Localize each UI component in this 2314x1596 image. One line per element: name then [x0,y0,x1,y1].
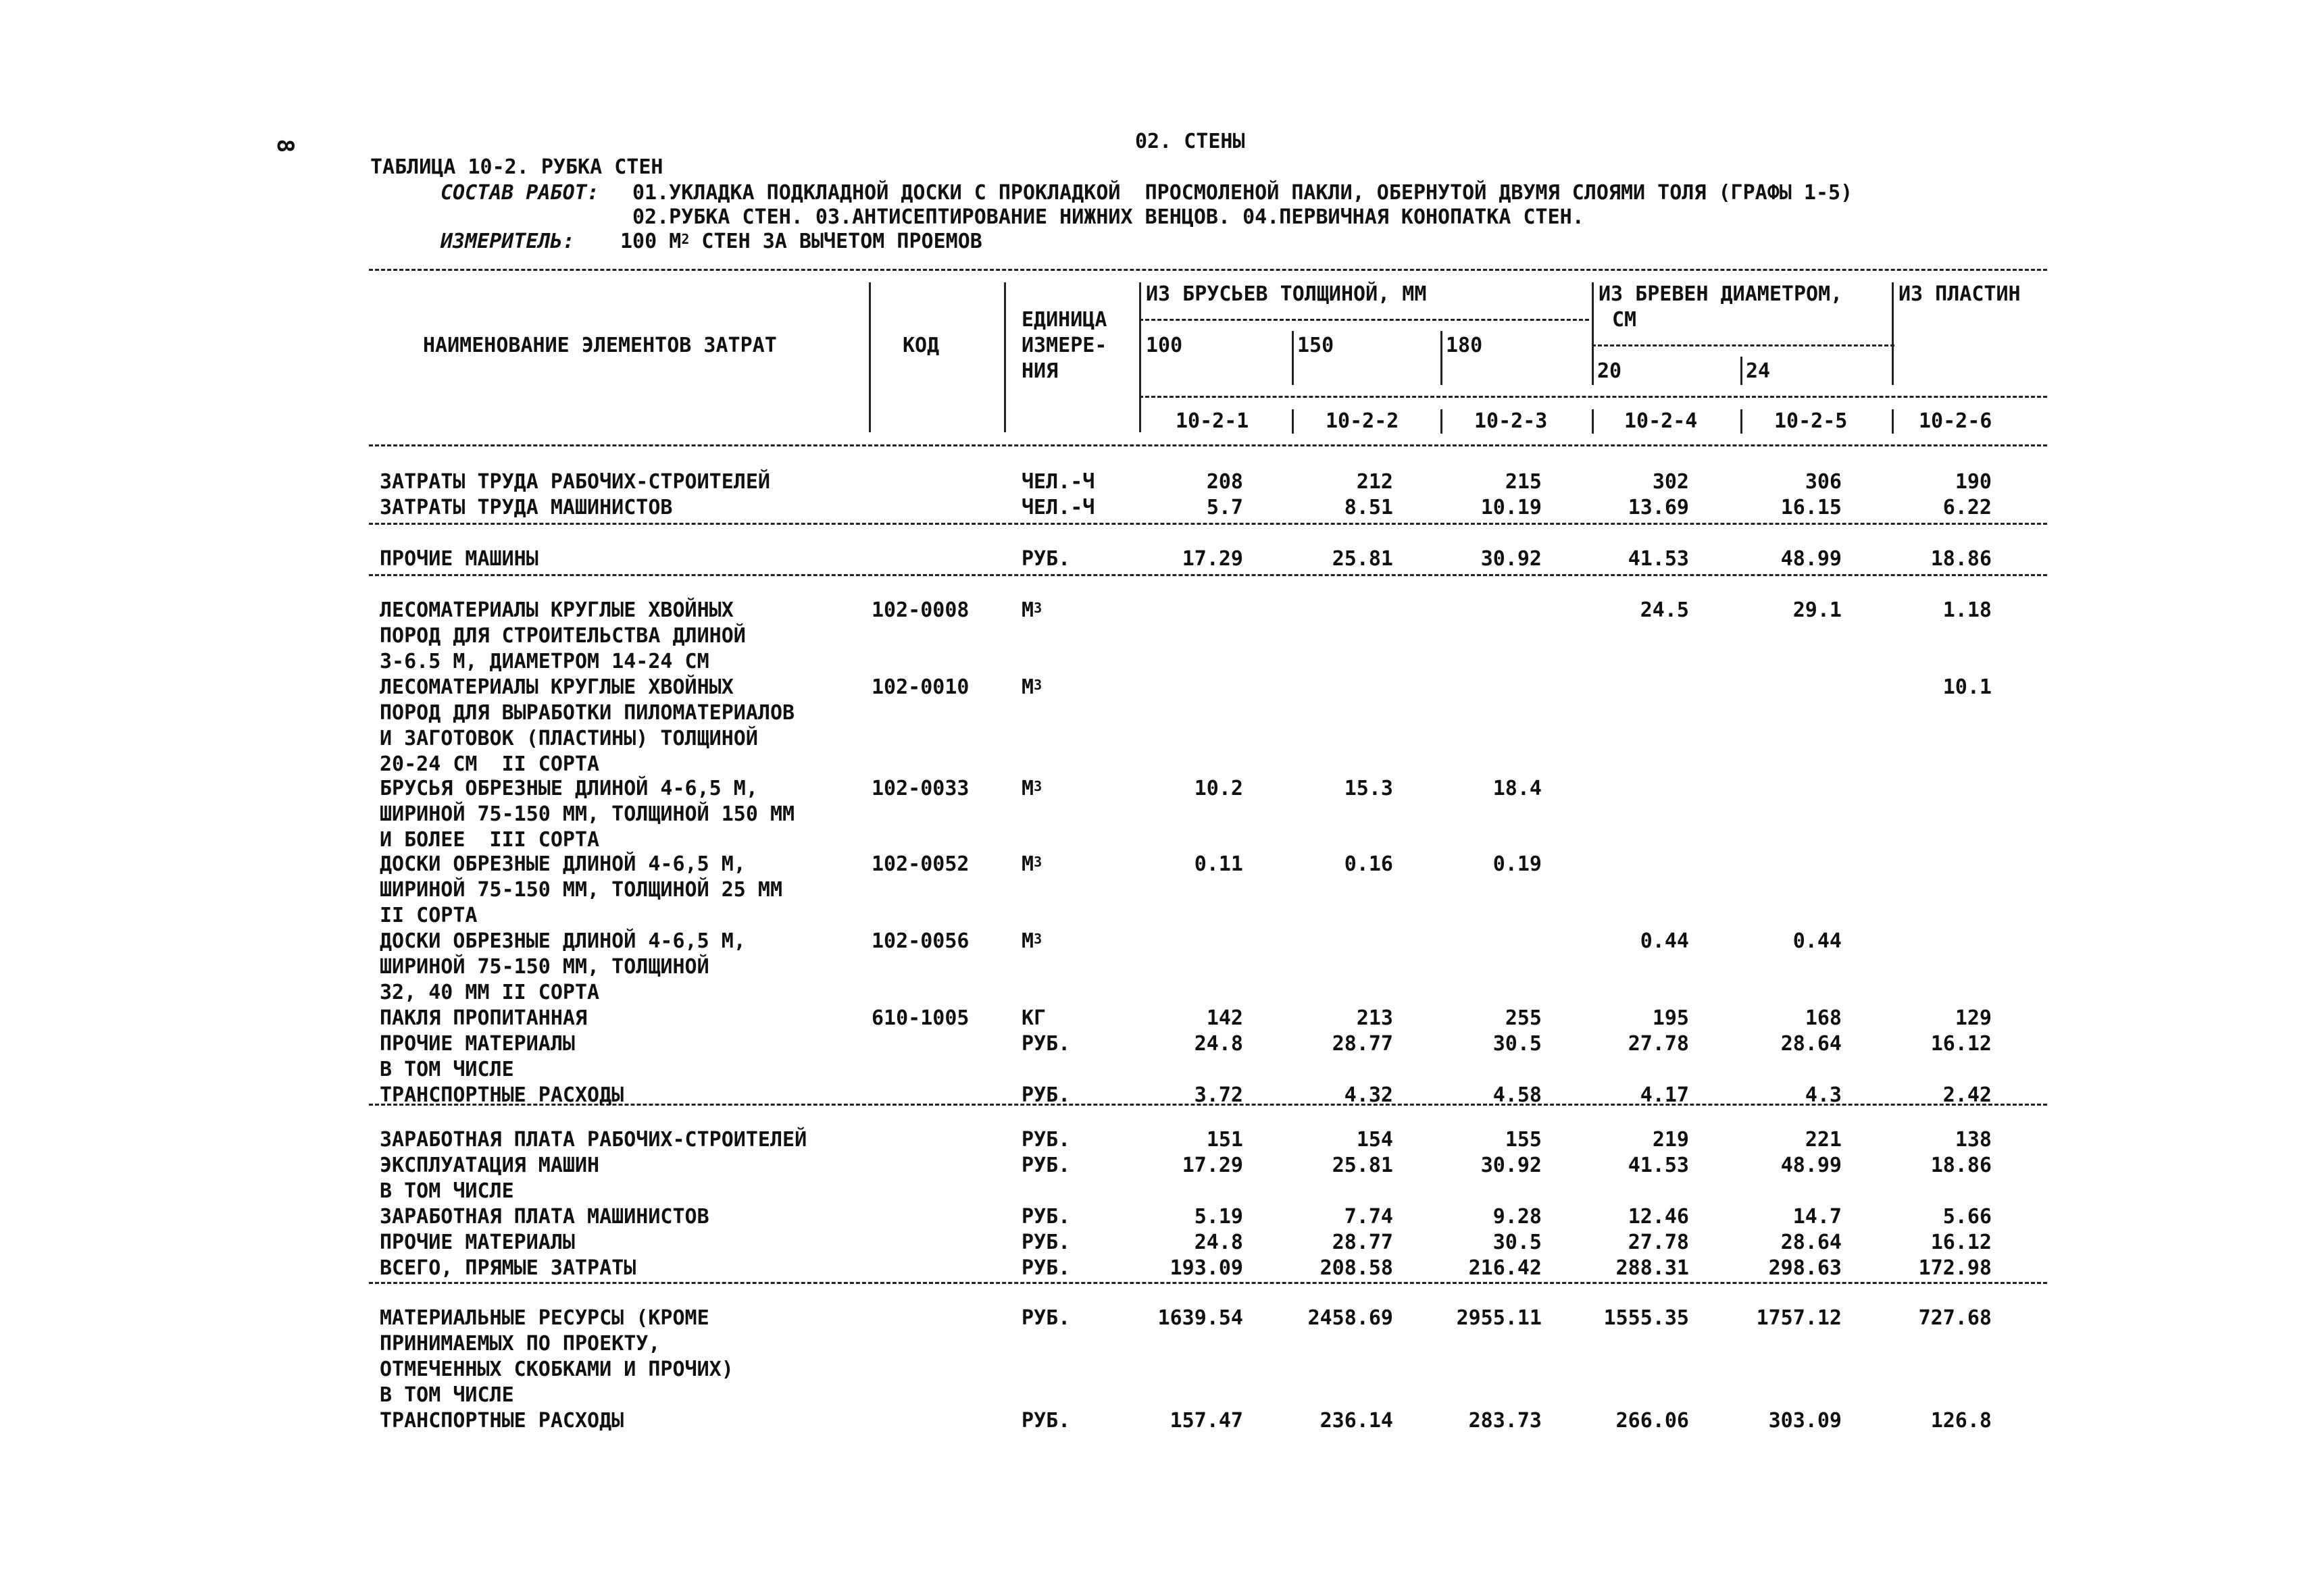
row-value-6: 2.42 [1942,1083,1992,1107]
vsep-unit-beams [1139,282,1141,432]
row-name: ДОСКИ ОБРЕЗНЫЕ ДЛИНОЙ 4-6,5 М, [380,929,746,953]
row-name: В ТОМ ЧИСЛЕ [380,1383,514,1407]
row-value-3: 283.73 [1468,1409,1542,1433]
row-unit: $М^3$ [1022,852,1042,876]
row-name: ЭКСПЛУАТАЦИЯ МАШИН [380,1154,600,1177]
row-name: ЗАТРАТЫ ТРУДА РАБОЧИХ-СТРОИТЕЛЕЙ [380,470,770,494]
header-code: КОД [903,334,940,357]
row-name: ЛЕСОМАТЕРИАЛЫ КРУГЛЫЕ ХВОЙНЫХ [380,598,734,622]
header-l24: 24 [1746,359,1771,383]
row-value-6: 129 [1955,1006,1992,1030]
row-value-3: 30.92 [1480,1154,1542,1177]
row-name: И ЗАГОТОВОК (ПЛАСТИНЫ) ТОЛЩИНОЙ [380,727,758,750]
header-b100: 100 [1146,334,1183,357]
row-value-6: 5.66 [1942,1205,1992,1229]
vsep-plates [1892,282,1894,385]
row-code: 102-0052 [872,852,970,876]
header-unit-1: ЕДИНИЦА [1022,308,1107,332]
row-unit: РУБ. [1022,1083,1071,1107]
header-code-6: 10-2-6 [1919,409,1992,433]
header-code-3: 10-2-3 [1474,409,1548,433]
row-name: II СОРТА [380,904,478,927]
meter-value: 100 М [620,230,682,253]
row-name: И БОЛЕЕ III СОРТА [380,828,600,852]
row-name: 20-24 СМ II СОРТА [380,752,600,776]
row-value-5: 303.09 [1768,1409,1842,1433]
row-value-1: 193.09 [1169,1256,1243,1280]
row-value-3: 2955.11 [1456,1306,1542,1330]
row-unit-sup: 3 [1034,778,1042,794]
row-value-4: 13.69 [1628,496,1689,519]
header-code-4: 10-2-4 [1624,409,1698,433]
row-value-4: 195 [1652,1006,1689,1030]
rule-1 [369,523,2047,525]
row-value-6: 172.98 [1918,1256,1992,1280]
row-unit-sup: 3 [1034,600,1042,616]
row-unit: $М^3$ [1022,929,1042,953]
row-value-1: 151 [1206,1128,1243,1152]
row-value-3: 30.5 [1492,1032,1542,1056]
row-unit: $М^3$ [1022,675,1042,699]
row-value-4: 0.44 [1640,929,1689,953]
row-value-4: 4.17 [1640,1083,1689,1107]
vsep-c6 [1892,409,1894,434]
row-value-5: 298.63 [1768,1256,1842,1280]
meter-label: ИЗМЕРИТЕЛЬ: [441,230,575,253]
row-value-6: 18.86 [1930,1154,1992,1177]
rule-top [369,269,2047,271]
row-value-2: 2458.69 [1307,1306,1393,1330]
row-value-4: 1555.35 [1603,1306,1689,1330]
row-unit: РУБ. [1022,1306,1071,1330]
row-code: 102-0008 [872,598,970,622]
row-value-2: 7.74 [1344,1205,1393,1229]
row-name: ПРОЧИЕ МАТЕРИАЛЫ [380,1032,575,1056]
row-unit: РУБ. [1022,1256,1071,1280]
row-name: ЛЕСОМАТЕРИАЛЫ КРУГЛЫЕ ХВОЙНЫХ [380,675,734,699]
header-code-5: 10-2-5 [1774,409,1848,433]
row-value-4: 266.06 [1615,1409,1689,1433]
row-value-1: 142 [1206,1006,1243,1030]
row-value-4: 27.78 [1628,1231,1689,1254]
row-value-5: 14.7 [1792,1205,1842,1229]
rule-header-bottom [369,444,2047,446]
row-value-1: 5.7 [1206,496,1243,519]
row-name: ЗАТРАТЫ ТРУДА МАШИНИСТОВ [380,496,673,519]
row-unit-sup: 3 [1034,931,1042,947]
meter-rest: СТЕН ЗА ВЫЧЕТОМ ПРОЕМОВ [689,230,982,253]
row-value-6: 126.8 [1930,1409,1992,1433]
header-unit-3: НИЯ [1022,359,1059,383]
row-value-2: 236.14 [1319,1409,1393,1433]
table-title: ТАБЛИЦА 10-2. РУБКА СТЕН [370,155,663,179]
row-code: 102-0056 [872,929,970,953]
row-value-3: 9.28 [1492,1205,1542,1229]
row-value-2: 25.81 [1332,1154,1393,1177]
row-value-6: 190 [1955,470,1992,494]
section-title: 02. СТЕНЫ [1135,130,1245,153]
row-value-2: 212 [1356,470,1393,494]
row-name: ШИРИНОЙ 75-150 ММ, ТОЛЩИНОЙ 25 ММ [380,878,783,902]
row-value-4: 41.53 [1628,1154,1689,1177]
row-name: ПРИНИМАЕМЫХ ПО ПРОЕКТУ, [380,1332,661,1356]
vsep-b150 [1292,331,1294,385]
row-value-3: 30.5 [1492,1231,1542,1254]
row-value-3: 216.42 [1468,1256,1542,1280]
row-unit: $М^3$ [1022,777,1042,800]
header-l20: 20 [1597,359,1622,383]
row-value-6: 16.12 [1930,1032,1992,1056]
vsep-b180 [1440,331,1442,385]
row-value-5: 48.99 [1780,547,1842,571]
row-name: ПОРОД ДЛЯ СТРОИТЕЛЬСТВА ДЛИНОЙ [380,624,746,648]
row-value-2: 4.32 [1344,1083,1393,1107]
row-value-5: 4.3 [1805,1083,1842,1107]
row-unit: ЧЕЛ.-Ч [1022,496,1095,519]
row-name: ВСЕГО, ПРЯМЫЕ ЗАТРАТЫ [380,1256,636,1280]
row-name: ПАКЛЯ ПРОПИТАННАЯ [380,1006,588,1030]
row-value-6: 6.22 [1942,496,1992,519]
row-unit: РУБ. [1022,1205,1071,1229]
row-unit: $М^3$ [1022,598,1042,622]
header-b150: 150 [1297,334,1334,357]
header-unit-2: ИЗМЕРЕ- [1022,334,1107,357]
page-number: 8 [272,138,299,153]
header-code-1: 10-2-1 [1176,409,1249,433]
row-value-4: 24.5 [1640,598,1689,622]
header-plates: ИЗ ПЛАСТИН [1898,282,2021,306]
row-value-5: 0.44 [1792,929,1842,953]
row-value-3: 4.58 [1492,1083,1542,1107]
rule-header-sub1 [1139,319,1589,321]
row-value-3: 155 [1505,1128,1542,1152]
row-unit: РУБ. [1022,1409,1071,1433]
row-unit-sup: 3 [1034,677,1042,693]
row-name: МАТЕРИАЛЬНЫЕ РЕСУРСЫ (КРОМЕ [380,1306,709,1330]
vsep-code-unit [1004,282,1006,432]
row-unit: РУБ. [1022,1154,1071,1177]
row-name: ПРОЧИЕ МАШИНЫ [380,547,538,571]
vsep-c5 [1740,409,1742,434]
row-value-2: 154 [1356,1128,1393,1152]
row-value-5: 221 [1805,1128,1842,1152]
row-name: ШИРИНОЙ 75-150 ММ, ТОЛЩИНОЙ [380,955,709,979]
row-value-5: 16.15 [1780,496,1842,519]
row-name: ТРАНСПОРТНЫЕ РАСХОДЫ [380,1083,624,1107]
header-b180: 180 [1446,334,1483,357]
row-value-2: 28.77 [1332,1231,1393,1254]
row-value-5: 168 [1805,1006,1842,1030]
row-value-3: 10.19 [1480,496,1542,519]
row-name: БРУСЬЯ ОБРЕЗНЫЕ ДЛИНОЙ 4-6,5 М, [380,777,758,800]
rule-header-codes [1139,396,2047,398]
row-value-3: 30.92 [1480,547,1542,571]
vsep-c3 [1440,409,1442,434]
vsep-name-code [869,282,871,432]
row-value-6: 18.86 [1930,547,1992,571]
row-name: В ТОМ ЧИСЛЕ [380,1058,514,1081]
row-unit: РУБ. [1022,1128,1071,1152]
row-name: ОТМЕЧЕННЫХ СКОБКАМИ И ПРОЧИХ) [380,1358,734,1381]
row-value-4: 41.53 [1628,547,1689,571]
header-code-2: 10-2-2 [1326,409,1399,433]
work-label: СОСТАВ РАБОТ: [441,181,599,205]
row-value-5: 28.64 [1780,1231,1842,1254]
row-name: ЗАРАБОТНАЯ ПЛАТА РАБОЧИХ-СТРОИТЕЛЕЙ [380,1128,807,1152]
row-unit-sup: 3 [1034,854,1042,870]
meter-sup: 2 [681,231,690,247]
header-name: НАИМЕНОВАНИЕ ЭЛЕМЕНТОВ ЗАТРАТ [423,334,777,357]
row-unit: КГ [1022,1006,1047,1030]
row-value-3: 255 [1505,1006,1542,1030]
row-name: ШИРИНОЙ 75-150 ММ, ТОЛЩИНОЙ 150 ММ [380,802,795,826]
row-value-3: 18.4 [1492,777,1542,800]
row-value-4: 27.78 [1628,1032,1689,1056]
row-name: В ТОМ ЧИСЛЕ [380,1179,514,1203]
row-value-1: 3.72 [1194,1083,1243,1107]
row-value-5: 48.99 [1780,1154,1842,1177]
row-value-2: 25.81 [1332,547,1393,571]
rule-2 [369,574,2047,576]
row-value-2: 0.16 [1344,852,1393,876]
row-value-2: 208.58 [1319,1256,1393,1280]
header-logs-2: СМ [1612,308,1637,332]
row-value-4: 219 [1652,1128,1689,1152]
row-value-1: 157.47 [1169,1409,1243,1433]
row-value-3: 0.19 [1492,852,1542,876]
header-logs-1: ИЗ БРЕВЕН ДИАМЕТРОМ, [1599,282,1843,306]
row-code: 610-1005 [872,1006,970,1030]
row-value-1: 0.11 [1194,852,1243,876]
row-value-6: 10.1 [1942,675,1992,699]
row-value-2: 213 [1356,1006,1393,1030]
row-name: ДОСКИ ОБРЕЗНЫЕ ДЛИНОЙ 4-6,5 М, [380,852,746,876]
row-value-4: 12.46 [1628,1205,1689,1229]
row-value-6: 727.68 [1918,1306,1992,1330]
vsep-c4 [1592,409,1594,434]
row-value-5: 306 [1805,470,1842,494]
row-value-1: 5.19 [1194,1205,1243,1229]
row-value-3: 215 [1505,470,1542,494]
vsep-c2 [1292,409,1294,434]
row-name: 3-6.5 М, ДИАМЕТРОМ 14-24 СМ [380,650,709,673]
row-value-1: 24.8 [1194,1032,1243,1056]
row-name: ЗАРАБОТНАЯ ПЛАТА МАШИНИСТОВ [380,1205,709,1229]
row-value-1: 17.29 [1182,547,1243,571]
row-value-2: 8.51 [1344,496,1393,519]
row-value-5: 29.1 [1792,598,1842,622]
row-unit: РУБ. [1022,1231,1071,1254]
row-unit: РУБ. [1022,547,1071,571]
row-unit: ЧЕЛ.-Ч [1022,470,1095,494]
row-value-6: 138 [1955,1128,1992,1152]
row-value-4: 302 [1652,470,1689,494]
rule-header-sub2 [1592,344,1894,346]
row-value-1: 1639.54 [1157,1306,1243,1330]
row-value-1: 208 [1206,470,1243,494]
row-name: 32, 40 ММ II СОРТА [380,981,600,1004]
row-code: 102-0010 [872,675,970,699]
meter-text [620,230,982,254]
vsep-l24 [1740,357,1742,385]
row-value-6: 1.18 [1942,598,1992,622]
row-value-1: 17.29 [1182,1154,1243,1177]
row-value-5: 28.64 [1780,1032,1842,1056]
row-name: ПРОЧИЕ МАТЕРИАЛЫ [380,1231,575,1254]
row-value-5: 1757.12 [1756,1306,1842,1330]
header-beams: ИЗ БРУСЬЕВ ТОЛЩИНОЙ, ММ [1146,282,1427,306]
rule-4 [369,1282,2047,1284]
row-value-6: 16.12 [1930,1231,1992,1254]
row-value-2: 28.77 [1332,1032,1393,1056]
row-code: 102-0033 [872,777,970,800]
row-name: ПОРОД ДЛЯ ВЫРАБОТКИ ПИЛОМАТЕРИАЛОВ [380,701,795,725]
row-value-1: 24.8 [1194,1231,1243,1254]
row-name: ТРАНСПОРТНЫЕ РАСХОДЫ [380,1409,624,1433]
row-value-4: 288.31 [1615,1256,1689,1280]
row-unit: РУБ. [1022,1032,1071,1056]
row-value-2: 15.3 [1344,777,1393,800]
work-line-1: 01.УКЛАДКА ПОДКЛАДНОЙ ДОСКИ С ПРОКЛАДКОЙ ПРОСМОЛЕНОЙ ПАКЛИ, ОБЕРНУТОЙ ДВУМЯ СЛОЯМИ ТОЛЯ (ГРАФЫ 1-5) [632,181,1853,205]
row-value-1: 10.2 [1194,777,1243,800]
work-line-2: 02.РУБКА СТЕН. 03.АНТИСЕПТИРОВАНИЕ НИЖНИХ ВЕНЦОВ. 04.ПЕРВИЧНАЯ КОНОПАТКА СТЕН. [632,205,1584,229]
vsep-logs [1592,282,1594,385]
